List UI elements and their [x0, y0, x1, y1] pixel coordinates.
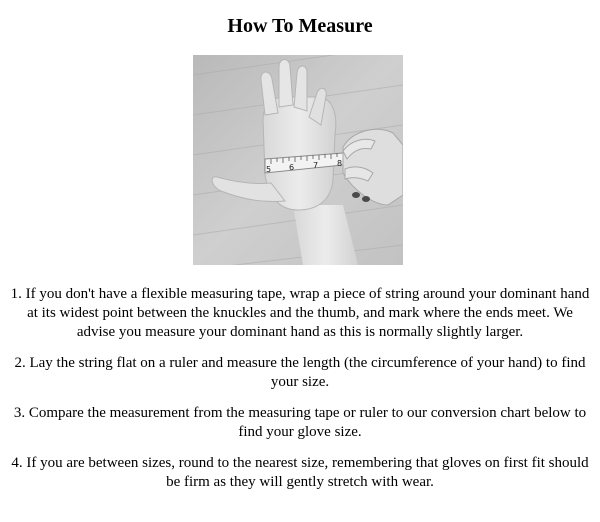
tape-number: 7	[313, 161, 319, 170]
fingernail	[352, 192, 360, 198]
tape-number: 5	[266, 165, 272, 174]
instruction-step-2: 2. Lay the string flat on a ruler and measure the length (the circumference of your hand) to find your size.	[14, 355, 586, 390]
instruction-step-4: 4. If you are between sizes, round to the nearest size, remembering that gloves on first fit should be firm as they will gently stretch with wear.	[11, 455, 589, 490]
hand-measuring-photo	[193, 55, 403, 265]
instruction-step-1: 1. If you don't have a flexible measuring tape, wrap a piece of string around your dominant hand at its widest point between the knuckles and the thumb, and mark where the ends meet. We advise you measure your dominant hand as this is normally slightly larger.	[10, 286, 590, 340]
instruction-step-3: 3. Compare the measurement from the measuring tape or ruler to our conversion chart below to find your glove size.	[13, 405, 587, 440]
page-title: How To Measure	[227, 15, 373, 37]
tape-number: 8	[337, 159, 343, 168]
fingernail	[362, 196, 370, 202]
measuring-instructions	[10, 285, 590, 504]
tape-number: 6	[289, 163, 295, 172]
